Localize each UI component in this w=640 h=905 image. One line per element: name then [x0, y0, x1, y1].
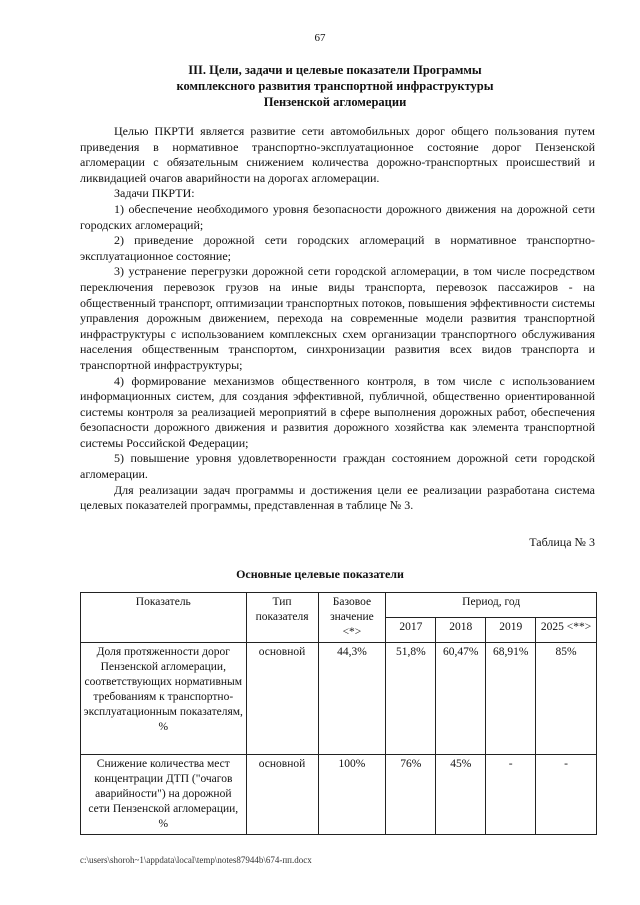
- heading-line-3: Пензенской агломерации: [263, 95, 407, 109]
- section-heading: [80, 62, 590, 110]
- header-year-2018: 2018: [436, 618, 486, 643]
- indicators-table: [80, 592, 597, 835]
- paragraph-task-1: 1) обеспечение необходимого уровня безопасности дорожного движения на дорожной сети городских агломераций;: [80, 201, 595, 232]
- header-type: Тип показателя: [246, 593, 318, 643]
- row-value-2025: -: [536, 755, 597, 835]
- paragraph-tasks-intro: Задачи ПКРТИ:: [114, 186, 195, 201]
- header-period: Период, год: [386, 593, 597, 618]
- paragraph-task-3: 3) устранение перегрузки дорожной сети городской агломерации, в том числе посредством переключения перевозок грузов на иные виды транспорта, перевозок пассажиров - на общественный транспорт, оптимизации транспортных потоков, повышения эффективности системы управления дорожным движением, перехода на современные модели развития транспортной инфраструктуры с использованием комплексных схем организации транспортного обслуживания населения общественным транспортом, синхронизации развития всех видов транспорта и транспортной инфраструктуры;: [80, 264, 595, 372]
- table-label: Таблица № 3: [529, 535, 595, 549]
- paragraph-goal: Целью ПКРТИ является развитие сети автомобильных дорог общего пользования путем приведения в нормативное транспортно-эксплуатационное состояние дорог Пензенской агломерации с обязательным снижением количества дорожно-транспортных происшествий и ликвидацией очагов аварийности на дорогах агломерации.: [80, 124, 595, 185]
- paragraph-task-2: 2) приведение дорожной сети городских агломераций в нормативное транспортно-эксплуатационное состояние;: [80, 233, 595, 263]
- header-year-2019: 2019: [486, 618, 536, 643]
- table-row: [81, 755, 597, 835]
- page-number: 67: [314, 32, 326, 44]
- row-type: основной: [246, 643, 318, 755]
- row-value-2018: 45%: [436, 755, 486, 835]
- row-value-2017: 51,8%: [386, 643, 436, 755]
- footer-file-path: c:\users\shoroh~1\appdata\local\temp\notes87944b\674-пп.docx: [80, 855, 312, 865]
- row-value-2018: 60,47%: [436, 643, 486, 755]
- paragraph-task-5: 5) повышение уровня удовлетворенности граждан состоянием дорожной сети городской агломерации.: [80, 451, 595, 482]
- row-base: 100%: [318, 755, 386, 835]
- paragraph-indicators: Для реализации задач программы и достижения цели ее реализации разработана система целевых показателей программы, представленная в таблице № 3.: [80, 482, 595, 513]
- row-indicator: Доля протяженности дорог Пензенской агломерации, соответствующих нормативным требованиям к транспортно-эксплуатационным показателям, %: [81, 643, 247, 755]
- table-header-row: [81, 593, 597, 618]
- table-title: Основные целевые показатели: [236, 567, 404, 581]
- header-year-2025: 2025 <**>: [536, 618, 597, 643]
- row-indicator: Снижение количества мест концентрации ДТП ("очагов аварийности") на дорожной сети Пензенской агломерации, %: [81, 755, 247, 835]
- row-type: основной: [246, 755, 318, 835]
- header-year-2017: 2017: [386, 618, 436, 643]
- row-value-2019: -: [486, 755, 536, 835]
- row-value-2025: 85%: [536, 643, 597, 755]
- header-base: Базовое значение <*>: [318, 593, 386, 643]
- body-text: [80, 124, 595, 514]
- header-indicator: Показатель: [81, 593, 247, 643]
- heading-line-1: III. Цели, задачи и целевые показатели Программы: [188, 63, 482, 77]
- row-base: 44,3%: [318, 643, 386, 755]
- heading-line-2: комплексного развития транспортной инфраструктуры: [176, 79, 494, 93]
- paragraph-task-4: 4) формирование механизмов общественного контроля, в том числе с использованием информационных систем, для создания эффективной, публичной, общественно ориентированной системы контроля за реализацией мероприятий в сфере выполнения дорожных работ, обеспечения безопасности дорожного движения и развития дорожного хозяйства как элемента транспортной системы Российской Федерации;: [80, 373, 595, 450]
- row-value-2017: 76%: [386, 755, 436, 835]
- table-row: [81, 643, 597, 755]
- row-value-2019: 68,91%: [486, 643, 536, 755]
